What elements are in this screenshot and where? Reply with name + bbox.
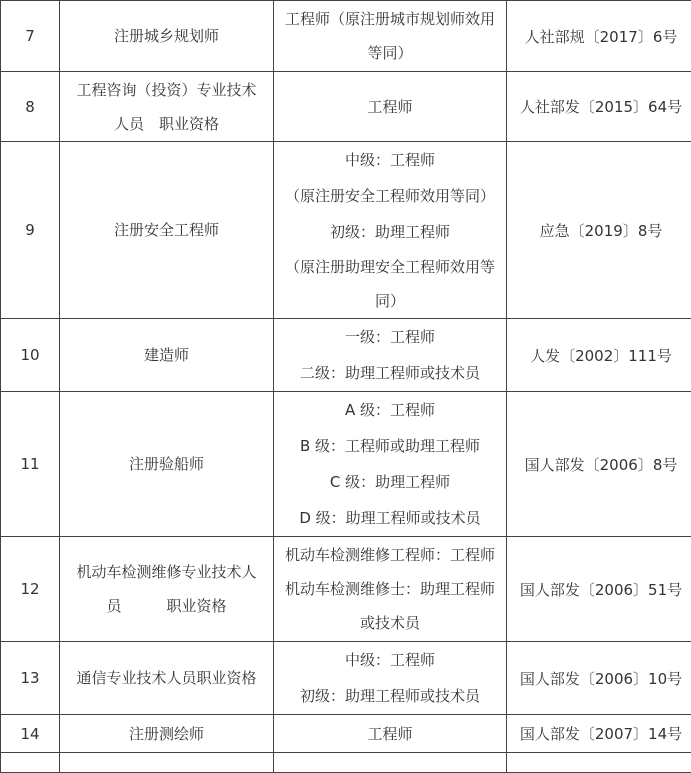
title-level-line: 中级：工程师 [274,642,506,678]
qualification-name-line: 通信专业技术人员职业资格 [60,660,273,696]
table-row [1,72,691,142]
table-row [1,715,691,753]
title-level-line: 二级：助理工程师或技术员 [274,355,506,391]
title-level-line: （原注册助理安全工程师效用等 [274,250,506,284]
qualification-name-line: 注册安全工程师 [60,212,273,248]
title-level-line: 同） [274,284,506,318]
table-row [1,642,691,715]
qualification-name-line: 人员 职业资格 [60,107,273,141]
title-level-line: 一级：工程师 [274,319,506,355]
row-number [1,753,60,773]
title-level-line: 机动车检测维修工程师：工程师 [274,538,506,572]
document-number: 国人部发〔2007〕14号 [507,715,691,753]
title-level [274,142,507,319]
title-level [274,319,507,392]
document-number: 国人部发〔2006〕10号 [507,642,691,715]
title-level-line: 或技术员 [274,606,506,640]
qualification-name [60,642,274,715]
title-level-line: 工程师 [274,89,506,125]
row-number: 7 [1,1,60,72]
qualification-name-line: 注册测绘师 [60,716,273,752]
title-level [274,537,507,642]
row-number: 14 [1,715,60,753]
table-row [1,392,691,537]
table-row [1,142,691,319]
title-level-line: 初级：助理工程师或技术员 [274,678,506,714]
title-level-line: （原注册安全工程师效用等同） [274,178,506,214]
qualification-name-line: 员 职业资格 [60,589,273,623]
title-level-line: D 级：助理工程师或技术员 [274,500,506,536]
title-level [274,753,507,773]
title-level-line: 等同） [274,36,506,70]
title-level [274,72,507,142]
title-level [274,642,507,715]
table-row-partial [1,753,691,773]
document-number: 应急〔2019〕8号 [507,142,691,319]
qualification-name [60,753,274,773]
qualification-name [60,1,274,72]
document-number: 人发〔2002〕111号 [507,319,691,392]
title-level [274,715,507,753]
table-row [1,537,691,642]
row-number: 12 [1,537,60,642]
document-number: 国人部发〔2006〕51号 [507,537,691,642]
title-level-line: C 级：助理工程师 [274,464,506,500]
qualification-name [60,537,274,642]
table-row [1,1,691,72]
qualification-name [60,72,274,142]
row-number: 8 [1,72,60,142]
qualification-name-line: 注册验船师 [60,446,273,482]
row-number: 9 [1,142,60,319]
qualification-name-line: 注册城乡规划师 [60,18,273,54]
row-number: 11 [1,392,60,537]
document-number: 人社部发〔2015〕64号 [507,72,691,142]
table-row [1,319,691,392]
title-level [274,392,507,537]
qualification-name [60,319,274,392]
document-number: 国人部发〔2006〕8号 [507,392,691,537]
qualification-name-line: 工程咨询（投资）专业技术 [60,73,273,107]
row-number: 10 [1,319,60,392]
title-level [274,1,507,72]
title-level-line: 工程师 [274,716,506,752]
qualification-name-line: 建造师 [60,337,273,373]
document-number [507,753,691,773]
qualification-name [60,392,274,537]
title-level-line: B 级：工程师或助理工程师 [274,428,506,464]
table-body [1,1,691,773]
qualification-name [60,715,274,753]
title-level-line: 工程师（原注册城市规划师效用 [274,2,506,36]
row-number: 13 [1,642,60,715]
title-level-line: A 级：工程师 [274,392,506,428]
title-level-line: 中级：工程师 [274,142,506,178]
title-level-line: 初级：助理工程师 [274,214,506,250]
document-number: 人社部规〔2017〕6号 [507,1,691,72]
title-level-line: 机动车检测维修士：助理工程师 [274,572,506,606]
qualification-name-line: 机动车检测维修专业技术人 [60,555,273,589]
qualification-name [60,142,274,319]
